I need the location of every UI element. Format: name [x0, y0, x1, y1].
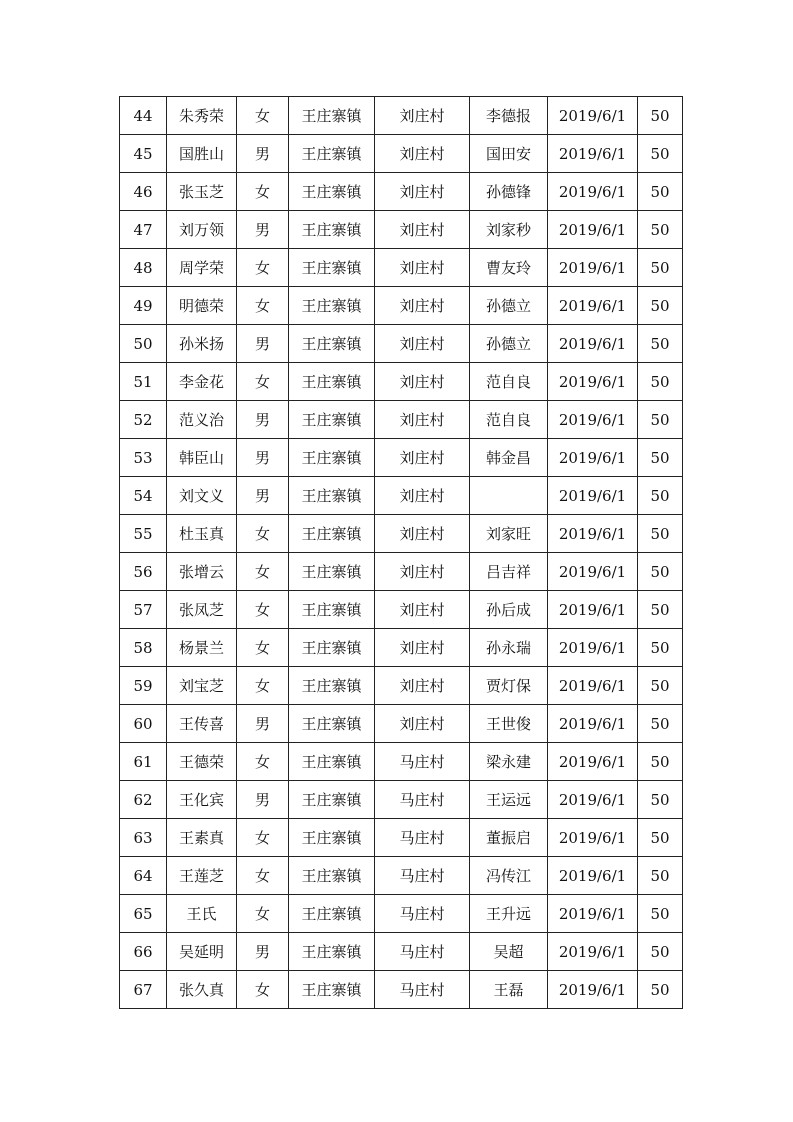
town-cell: 王庄寨镇: [289, 477, 375, 515]
date-cell: 2019/6/1: [548, 439, 638, 477]
town-cell: 王庄寨镇: [289, 857, 375, 895]
table-row: [120, 135, 683, 173]
name-cell: 刘宝芝: [167, 667, 237, 705]
town-cell: 王庄寨镇: [289, 173, 375, 211]
row-number-cell: 44: [120, 97, 167, 135]
gender-cell: 女: [237, 895, 289, 933]
gender-cell: 男: [237, 325, 289, 363]
village-cell: 刘庄村: [375, 173, 470, 211]
gender-cell: 女: [237, 363, 289, 401]
village-cell: 马庄村: [375, 857, 470, 895]
village-cell: 刘庄村: [375, 591, 470, 629]
village-cell: 刘庄村: [375, 135, 470, 173]
table-row: [120, 211, 683, 249]
gender-cell: 男: [237, 439, 289, 477]
table-row: [120, 705, 683, 743]
table-row: [120, 325, 683, 363]
row-number-cell: 47: [120, 211, 167, 249]
name-cell: 王莲芝: [167, 857, 237, 895]
table-row: [120, 895, 683, 933]
town-cell: 王庄寨镇: [289, 325, 375, 363]
name-cell: 杜玉真: [167, 515, 237, 553]
village-cell: 刘庄村: [375, 629, 470, 667]
table-row: [120, 629, 683, 667]
amount-cell: 50: [638, 895, 683, 933]
town-cell: 王庄寨镇: [289, 249, 375, 287]
gender-cell: 女: [237, 743, 289, 781]
name-cell: 张凤芝: [167, 591, 237, 629]
date-cell: 2019/6/1: [548, 211, 638, 249]
name-cell: 王化宾: [167, 781, 237, 819]
date-cell: 2019/6/1: [548, 553, 638, 591]
row-number-cell: 63: [120, 819, 167, 857]
row-number-cell: 66: [120, 933, 167, 971]
date-cell: 2019/6/1: [548, 705, 638, 743]
name-cell: 张久真: [167, 971, 237, 1009]
amount-cell: 50: [638, 135, 683, 173]
amount-cell: 50: [638, 439, 683, 477]
village-cell: 刘庄村: [375, 515, 470, 553]
date-cell: 2019/6/1: [548, 325, 638, 363]
gender-cell: 男: [237, 477, 289, 515]
amount-cell: 50: [638, 249, 683, 287]
name-cell: 国胜山: [167, 135, 237, 173]
name-cell: 朱秀荣: [167, 97, 237, 135]
table-row: [120, 401, 683, 439]
name-cell: 吴延明: [167, 933, 237, 971]
village-cell: 马庄村: [375, 743, 470, 781]
table-row: [120, 819, 683, 857]
name-cell: 张增云: [167, 553, 237, 591]
row-number-cell: 62: [120, 781, 167, 819]
name-cell: 李金花: [167, 363, 237, 401]
gender-cell: 女: [237, 971, 289, 1009]
village-cell: 马庄村: [375, 933, 470, 971]
date-cell: 2019/6/1: [548, 667, 638, 705]
guardian-cell: 孙德立: [470, 325, 548, 363]
date-cell: 2019/6/1: [548, 629, 638, 667]
date-cell: 2019/6/1: [548, 477, 638, 515]
date-cell: 2019/6/1: [548, 743, 638, 781]
guardian-cell: [470, 477, 548, 515]
town-cell: 王庄寨镇: [289, 667, 375, 705]
guardian-cell: 王磊: [470, 971, 548, 1009]
amount-cell: 50: [638, 667, 683, 705]
name-cell: 王素真: [167, 819, 237, 857]
gender-cell: 女: [237, 287, 289, 325]
row-number-cell: 59: [120, 667, 167, 705]
row-number-cell: 54: [120, 477, 167, 515]
guardian-cell: 国田安: [470, 135, 548, 173]
date-cell: 2019/6/1: [548, 173, 638, 211]
amount-cell: 50: [638, 819, 683, 857]
gender-cell: 男: [237, 933, 289, 971]
guardian-cell: 梁永建: [470, 743, 548, 781]
village-cell: 马庄村: [375, 781, 470, 819]
town-cell: 王庄寨镇: [289, 401, 375, 439]
town-cell: 王庄寨镇: [289, 135, 375, 173]
town-cell: 王庄寨镇: [289, 439, 375, 477]
date-cell: 2019/6/1: [548, 135, 638, 173]
row-number-cell: 58: [120, 629, 167, 667]
date-cell: 2019/6/1: [548, 363, 638, 401]
guardian-cell: 冯传江: [470, 857, 548, 895]
village-cell: 刘庄村: [375, 477, 470, 515]
village-cell: 刘庄村: [375, 97, 470, 135]
row-number-cell: 55: [120, 515, 167, 553]
village-cell: 刘庄村: [375, 249, 470, 287]
date-cell: 2019/6/1: [548, 819, 638, 857]
amount-cell: 50: [638, 933, 683, 971]
table-row: [120, 173, 683, 211]
village-cell: 刘庄村: [375, 553, 470, 591]
date-cell: 2019/6/1: [548, 401, 638, 439]
town-cell: 王庄寨镇: [289, 743, 375, 781]
date-cell: 2019/6/1: [548, 971, 638, 1009]
row-number-cell: 67: [120, 971, 167, 1009]
table-row: [120, 439, 683, 477]
village-cell: 刘庄村: [375, 667, 470, 705]
row-number-cell: 46: [120, 173, 167, 211]
name-cell: 范义治: [167, 401, 237, 439]
amount-cell: 50: [638, 591, 683, 629]
date-cell: 2019/6/1: [548, 857, 638, 895]
gender-cell: 女: [237, 819, 289, 857]
date-cell: 2019/6/1: [548, 515, 638, 553]
row-number-cell: 52: [120, 401, 167, 439]
village-cell: 马庄村: [375, 819, 470, 857]
guardian-cell: 范自良: [470, 363, 548, 401]
amount-cell: 50: [638, 629, 683, 667]
row-number-cell: 56: [120, 553, 167, 591]
town-cell: 王庄寨镇: [289, 933, 375, 971]
village-cell: 马庄村: [375, 971, 470, 1009]
guardian-cell: 贾灯保: [470, 667, 548, 705]
amount-cell: 50: [638, 363, 683, 401]
town-cell: 王庄寨镇: [289, 211, 375, 249]
village-cell: 刘庄村: [375, 325, 470, 363]
guardian-cell: 李德报: [470, 97, 548, 135]
row-number-cell: 51: [120, 363, 167, 401]
gender-cell: 女: [237, 591, 289, 629]
amount-cell: 50: [638, 287, 683, 325]
guardian-cell: 吕吉祥: [470, 553, 548, 591]
amount-cell: 50: [638, 781, 683, 819]
town-cell: 王庄寨镇: [289, 705, 375, 743]
table-row: [120, 249, 683, 287]
guardian-cell: 孙永瑞: [470, 629, 548, 667]
row-number-cell: 48: [120, 249, 167, 287]
row-number-cell: 61: [120, 743, 167, 781]
amount-cell: 50: [638, 325, 683, 363]
row-number-cell: 60: [120, 705, 167, 743]
row-number-cell: 64: [120, 857, 167, 895]
name-cell: 韩臣山: [167, 439, 237, 477]
guardian-cell: 王运远: [470, 781, 548, 819]
amount-cell: 50: [638, 211, 683, 249]
village-cell: 刘庄村: [375, 705, 470, 743]
name-cell: 张玉芝: [167, 173, 237, 211]
date-cell: 2019/6/1: [548, 781, 638, 819]
guardian-cell: 王世俊: [470, 705, 548, 743]
guardian-cell: 孙德立: [470, 287, 548, 325]
name-cell: 王传喜: [167, 705, 237, 743]
amount-cell: 50: [638, 515, 683, 553]
table-row: [120, 97, 683, 135]
table-row: [120, 781, 683, 819]
guardian-cell: 孙德锋: [470, 173, 548, 211]
table-row: [120, 591, 683, 629]
amount-cell: 50: [638, 857, 683, 895]
date-cell: 2019/6/1: [548, 591, 638, 629]
gender-cell: 男: [237, 401, 289, 439]
name-cell: 孙米扬: [167, 325, 237, 363]
gender-cell: 男: [237, 135, 289, 173]
gender-cell: 女: [237, 553, 289, 591]
table-row: [120, 363, 683, 401]
table-row: [120, 553, 683, 591]
guardian-cell: 董振启: [470, 819, 548, 857]
gender-cell: 男: [237, 211, 289, 249]
village-cell: 刘庄村: [375, 401, 470, 439]
amount-cell: 50: [638, 477, 683, 515]
town-cell: 王庄寨镇: [289, 895, 375, 933]
village-cell: 马庄村: [375, 895, 470, 933]
town-cell: 王庄寨镇: [289, 287, 375, 325]
name-cell: 杨景兰: [167, 629, 237, 667]
table-row: [120, 857, 683, 895]
gender-cell: 女: [237, 667, 289, 705]
guardian-cell: 韩金昌: [470, 439, 548, 477]
village-cell: 刘庄村: [375, 363, 470, 401]
date-cell: 2019/6/1: [548, 933, 638, 971]
table-row: [120, 477, 683, 515]
table-row: [120, 743, 683, 781]
village-cell: 刘庄村: [375, 439, 470, 477]
row-number-cell: 53: [120, 439, 167, 477]
gender-cell: 女: [237, 629, 289, 667]
name-cell: 刘文义: [167, 477, 237, 515]
town-cell: 王庄寨镇: [289, 971, 375, 1009]
amount-cell: 50: [638, 401, 683, 439]
guardian-cell: 范自良: [470, 401, 548, 439]
date-cell: 2019/6/1: [548, 97, 638, 135]
guardian-cell: 刘家旺: [470, 515, 548, 553]
amount-cell: 50: [638, 743, 683, 781]
guardian-cell: 曹友玲: [470, 249, 548, 287]
town-cell: 王庄寨镇: [289, 553, 375, 591]
gender-cell: 男: [237, 705, 289, 743]
gender-cell: 女: [237, 857, 289, 895]
guardian-cell: 孙后成: [470, 591, 548, 629]
row-number-cell: 49: [120, 287, 167, 325]
amount-cell: 50: [638, 971, 683, 1009]
table-row: [120, 933, 683, 971]
town-cell: 王庄寨镇: [289, 781, 375, 819]
guardian-cell: 吴超: [470, 933, 548, 971]
amount-cell: 50: [638, 553, 683, 591]
table-row: [120, 971, 683, 1009]
date-cell: 2019/6/1: [548, 895, 638, 933]
gender-cell: 男: [237, 781, 289, 819]
name-cell: 周学荣: [167, 249, 237, 287]
row-number-cell: 50: [120, 325, 167, 363]
amount-cell: 50: [638, 97, 683, 135]
name-cell: 王氏: [167, 895, 237, 933]
table-row: [120, 667, 683, 705]
row-number-cell: 65: [120, 895, 167, 933]
amount-cell: 50: [638, 705, 683, 743]
village-cell: 刘庄村: [375, 211, 470, 249]
name-cell: 明德荣: [167, 287, 237, 325]
table-row: [120, 515, 683, 553]
row-number-cell: 45: [120, 135, 167, 173]
gender-cell: 女: [237, 97, 289, 135]
guardian-cell: 王升远: [470, 895, 548, 933]
name-cell: 刘万领: [167, 211, 237, 249]
amount-cell: 50: [638, 173, 683, 211]
date-cell: 2019/6/1: [548, 249, 638, 287]
guardian-cell: 刘家秒: [470, 211, 548, 249]
gender-cell: 女: [237, 515, 289, 553]
row-number-cell: 57: [120, 591, 167, 629]
town-cell: 王庄寨镇: [289, 363, 375, 401]
town-cell: 王庄寨镇: [289, 819, 375, 857]
gender-cell: 女: [237, 173, 289, 211]
town-cell: 王庄寨镇: [289, 97, 375, 135]
town-cell: 王庄寨镇: [289, 591, 375, 629]
roster-table: [119, 96, 683, 1009]
name-cell: 王德荣: [167, 743, 237, 781]
town-cell: 王庄寨镇: [289, 515, 375, 553]
table-row: [120, 287, 683, 325]
date-cell: 2019/6/1: [548, 287, 638, 325]
town-cell: 王庄寨镇: [289, 629, 375, 667]
gender-cell: 女: [237, 249, 289, 287]
village-cell: 刘庄村: [375, 287, 470, 325]
roster-table-body: [120, 97, 683, 1009]
